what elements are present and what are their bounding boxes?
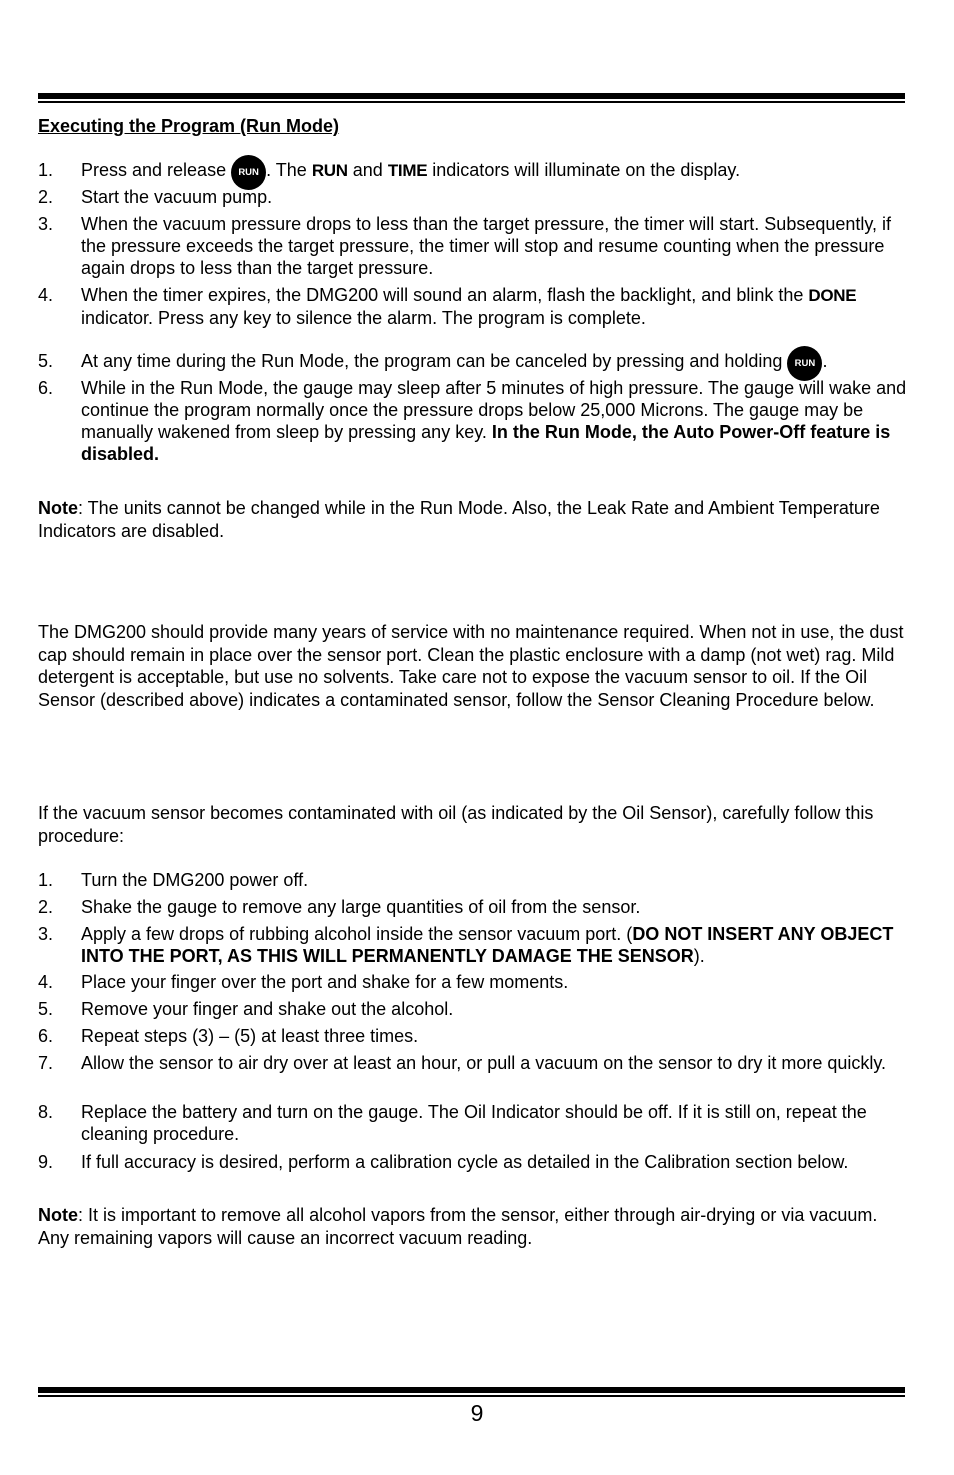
bottom-rule-thick xyxy=(38,1387,905,1393)
clean-step-4: 4. Place your finger over the port and shake for a few moments. xyxy=(38,972,569,992)
clean-step-8: 8. Replace the battery and turn on the gauge. The Oil Indicator should be off. If it is still on, repeat the cleaning procedure. xyxy=(38,1102,867,1144)
clean-step-7: 7. Allow the sensor to air dry over at least an hour, or pull a vacuum on the sensor to dry it more quickly. xyxy=(38,1053,887,1073)
note-run-mode: Note: The units cannot be changed while in the Run Mode. Also, the Leak Rate and Ambient Temperature Indicators are disabled. xyxy=(38,498,880,541)
run-step-2: 2. Start the vacuum pump. xyxy=(38,187,273,207)
top-rule-thick xyxy=(38,93,905,99)
clean-step-5: 5. Remove your finger and shake out the alcohol. xyxy=(38,999,454,1019)
run-step-5: 5. At any time during the Run Mode, the program can be canceled by pressing and holding RUN . xyxy=(38,350,908,390)
time-indicator: TIME xyxy=(387,161,428,180)
maintenance-paragraph: The DMG200 should provide many years of service with no maintenance required. When not in use, the dust cap should remain in place over the sensor port. Clean the plastic enclosure with a damp (not wet) rag. Mild detergent is acceptable, but use no solvents. Take care not to expose the vacuum sensor to oil. If the Oil Sensor (described above) indicates a contaminated sensor, follow the Sensor Cleaning Procedure below. xyxy=(38,622,904,710)
top-rule-thin xyxy=(38,101,905,103)
clean-step-1: 1. Turn the DMG200 power off. xyxy=(38,870,309,890)
note-alcohol-vapors: Note: It is important to remove all alcohol vapors from the sensor, either through air-drying or via vacuum. Any remaining vapors will cause an incorrect vacuum reading. xyxy=(38,1205,878,1248)
page-number: 9 xyxy=(470,1400,484,1426)
run-button-icon: RUN xyxy=(231,155,266,190)
cleaning-intro: If the vacuum sensor becomes contaminated with oil (as indicated by the Oil Sensor), carefully follow this procedure: xyxy=(38,803,874,846)
run-indicator: RUN xyxy=(311,161,348,180)
clean-step-3: 3. Apply a few drops of rubbing alcohol inside the sensor vacuum port. (DO NOT INSERT ANY OBJECT INTO THE PORT, AS THIS WILL PERMANENTLY DAMAGE THE SENSOR). xyxy=(38,924,894,966)
run-button-icon: RUN xyxy=(787,346,822,381)
clean-step-6: 6. Repeat steps (3) – (5) at least three times. xyxy=(38,1026,419,1046)
done-indicator: DONE xyxy=(808,286,857,305)
clean-step-9: 9. If full accuracy is desired, perform a calibration cycle as detailed in the Calibration section below. xyxy=(38,1152,849,1172)
bottom-rule-thin xyxy=(38,1395,905,1397)
clean-step-2: 2. Shake the gauge to remove any large quantities of oil from the sensor. xyxy=(38,897,641,917)
run-step-1: 1. Press and release RUN . The RUN and TIME indicators will illuminate on the display. xyxy=(38,159,908,199)
run-step-4: 4. When the timer expires, the DMG200 will sound an alarm, flash the backlight, and blink the DONE indicator. Press any key to silence the alarm. The program is complete. xyxy=(38,285,857,328)
run-step-6: 6. While in the Run Mode, the gauge may sleep after 5 minutes of high pressure. The gauge will wake and continue the program normally once the pressure drops below 25,000 Microns. The gauge may be manually wakened from sleep by pressing any key. In the Run Mode, the Auto Power-Off feature is disabled. xyxy=(38,378,907,464)
run-step-3: 3. When the vacuum pressure drops to less than the target pressure, the timer will start. Subsequently, if the pressure exceeds the target pressure, the timer will stop and resume counting when the pressure again drops to less than the target pressure. xyxy=(38,214,892,278)
section-heading-run-mode: Executing the Program (Run Mode) xyxy=(38,116,340,136)
